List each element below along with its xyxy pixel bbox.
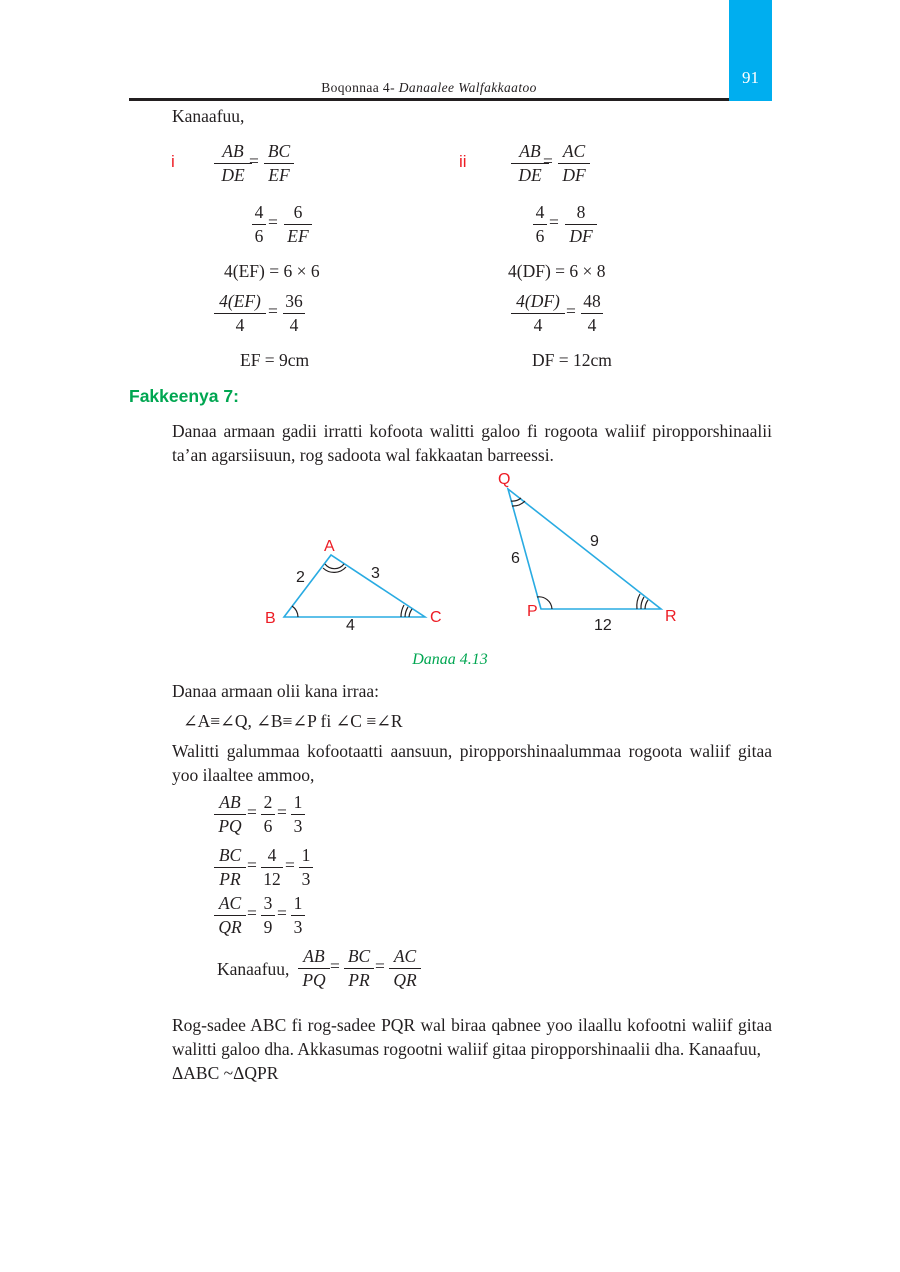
- equals-sign: =: [247, 855, 257, 875]
- example-text: Danaa armaan gadii irratti kofoota walitti galoo fi rogoota waliif piropporshinaalii ta’an agarsiisuun, rog sadoota wal fakkaatan barreessi.: [172, 421, 772, 465]
- fraction-ac-qr: [389, 946, 421, 991]
- denominator: EF: [268, 165, 290, 185]
- denominator: 3: [293, 917, 303, 937]
- side-label-pr: 12: [594, 617, 612, 634]
- fraction-4-6: [252, 202, 266, 247]
- fraction-36-4: [283, 291, 305, 336]
- denominator: 4: [235, 315, 245, 335]
- denominator: QR: [393, 970, 417, 990]
- fraction-1-3: [299, 845, 313, 890]
- equals-sign: =: [268, 212, 278, 232]
- angle-mark-r: [645, 600, 648, 609]
- fraction-4ef-4: [214, 291, 266, 336]
- chapter-number: Boqonnaa 4-: [321, 80, 395, 95]
- numerator: 4: [535, 202, 545, 222]
- denominator: DE: [221, 165, 245, 185]
- denominator: QR: [218, 917, 242, 937]
- vertex-label-b: B: [265, 610, 276, 627]
- fraction-4-6: [533, 202, 547, 247]
- fraction-2-6: [261, 792, 275, 837]
- angle-mark-q: [511, 498, 521, 501]
- numerator: 8: [576, 202, 586, 222]
- numerator: 36: [285, 291, 303, 311]
- equals-sign: =: [285, 855, 295, 875]
- fraction-ac-df: [558, 141, 590, 186]
- equals-sign: =: [330, 956, 340, 976]
- vertex-label-p: P: [527, 603, 538, 620]
- triangle-pqr: [508, 489, 661, 609]
- denominator: 4: [587, 315, 597, 335]
- fraction-ab-pq: [214, 792, 246, 837]
- numerator: AB: [222, 141, 244, 161]
- angle-congruences: ∠A≡∠Q, ∠B≡∠P fi ∠C ≡∠R: [183, 711, 403, 731]
- numerator: 4: [254, 202, 264, 222]
- denominator: DF: [569, 226, 593, 246]
- cross-multiply-i: 4(EF) = 6 × 6: [224, 261, 320, 281]
- side-label-pq: 6: [511, 550, 520, 567]
- result-ef: EF = 9cm: [240, 350, 310, 370]
- cross-multiply-ii: 4(DF) = 6 × 8: [508, 261, 606, 281]
- denominator: PR: [219, 869, 241, 889]
- fraction-3-9: [261, 893, 275, 938]
- part-i-label: i: [171, 152, 175, 171]
- equals-sign: =: [549, 212, 559, 232]
- figure-caption: Danaa 4.13: [412, 651, 488, 668]
- numerator: AB: [303, 946, 325, 966]
- fraction-ab-pq: [298, 946, 330, 991]
- similarity-conclusion: ΔABC ~ΔQPR: [172, 1063, 279, 1083]
- fraction-6-ef: [284, 202, 312, 247]
- numerator: BC: [218, 845, 242, 865]
- denominator: EF: [287, 226, 309, 246]
- chapter-title: Danaalee Walfakkaatoo: [398, 80, 537, 95]
- angle-mark-b: [292, 606, 298, 617]
- side-label-qr: 9: [590, 533, 599, 550]
- numerator: AB: [519, 141, 541, 161]
- header-rule: [129, 98, 729, 101]
- example-heading: Fakkeenya 7:: [129, 386, 239, 406]
- equals-sign: =: [247, 903, 257, 923]
- part-ii-label: ii: [459, 152, 467, 171]
- denominator: 9: [263, 917, 273, 937]
- triangle-abc: [284, 555, 425, 617]
- numerator: BC: [347, 946, 371, 966]
- numerator: AC: [562, 141, 586, 161]
- vertex-label-q: Q: [498, 471, 511, 488]
- numerator: 1: [301, 845, 311, 865]
- denominator: PR: [348, 970, 370, 990]
- denominator: 6: [263, 816, 273, 836]
- denominator: PQ: [218, 816, 242, 836]
- fraction-bc-pr: [344, 946, 374, 991]
- denominator: 4: [533, 315, 543, 335]
- denominator: DE: [518, 165, 542, 185]
- numerator: 1: [293, 792, 303, 812]
- angle-mark-c: [409, 609, 412, 617]
- numerator: 4(EF): [219, 291, 261, 311]
- numerator: AC: [393, 946, 417, 966]
- numerator: 1: [293, 893, 303, 913]
- numerator: 4: [267, 845, 277, 865]
- numerator: BC: [267, 141, 291, 161]
- body-paragraph-2: Walitti galummaa kofootaatti aansuun, piropporshinaalummaa rogoota waliif gitaa yoo ilaaltee ammoo,: [172, 741, 772, 785]
- therefore-label: Kanaafuu,: [217, 959, 290, 979]
- numerator: 4(DF): [516, 291, 560, 311]
- denominator: 12: [263, 869, 281, 889]
- denominator: 4: [289, 315, 299, 335]
- running-head: [130, 80, 728, 96]
- side-label-ac: 3: [371, 565, 380, 582]
- fraction-4-12: [261, 845, 283, 890]
- equals-sign: =: [566, 301, 576, 321]
- numerator: 6: [293, 202, 303, 222]
- side-label-ab: 2: [296, 569, 305, 586]
- fraction-1-3: [291, 792, 305, 837]
- side-label-bc: 4: [346, 617, 355, 634]
- result-df: DF = 12cm: [532, 350, 612, 370]
- fraction-ab-de: [214, 141, 252, 186]
- fraction-ac-qr: [214, 893, 246, 938]
- equals-sign: =: [268, 301, 278, 321]
- equals-sign: =: [247, 802, 257, 822]
- fraction-48-4: [581, 291, 603, 336]
- angle-mark-a: [325, 564, 344, 569]
- fraction-1-3: [291, 893, 305, 938]
- equals-sign: =: [277, 903, 287, 923]
- denominator: 3: [301, 869, 311, 889]
- similar-triangles-figure: [0, 460, 900, 650]
- numerator: 2: [263, 792, 273, 812]
- fraction-bc-pr: [214, 845, 246, 890]
- equals-sign: =: [375, 956, 385, 976]
- fraction-4df-4: [511, 291, 565, 336]
- numerator: AB: [219, 792, 241, 812]
- numerator: 3: [263, 893, 273, 913]
- vertex-label-c: C: [430, 609, 442, 626]
- fraction-bc-ef: [264, 141, 294, 186]
- body-paragraph-3: Rog-sadee ABC fi rog-sadee PQR wal biraa qabnee yoo ilaallu kofootni waliif gitaa walitti galoo dha. Akkasumas rogootni waliif gitaa piropporshinaalii dha. Kanaafuu,: [172, 1015, 772, 1059]
- denominator: 3: [293, 816, 303, 836]
- denominator: DF: [562, 165, 586, 185]
- numerator: 48: [583, 291, 601, 311]
- numerator: AC: [218, 893, 242, 913]
- fraction-8-df: [565, 202, 597, 247]
- solution-intro: Kanaafuu,: [172, 106, 245, 126]
- body-paragraph-1: Danaa armaan olii kana irraa:: [172, 681, 379, 701]
- vertex-label-a: A: [324, 538, 335, 555]
- equals-sign: =: [543, 151, 553, 171]
- vertex-label-r: R: [665, 608, 677, 625]
- equals-sign: =: [249, 151, 259, 171]
- page-number: 91: [742, 68, 759, 87]
- equals-sign: =: [277, 802, 287, 822]
- denominator: PQ: [302, 970, 326, 990]
- denominator: 6: [254, 226, 264, 246]
- denominator: 6: [535, 226, 545, 246]
